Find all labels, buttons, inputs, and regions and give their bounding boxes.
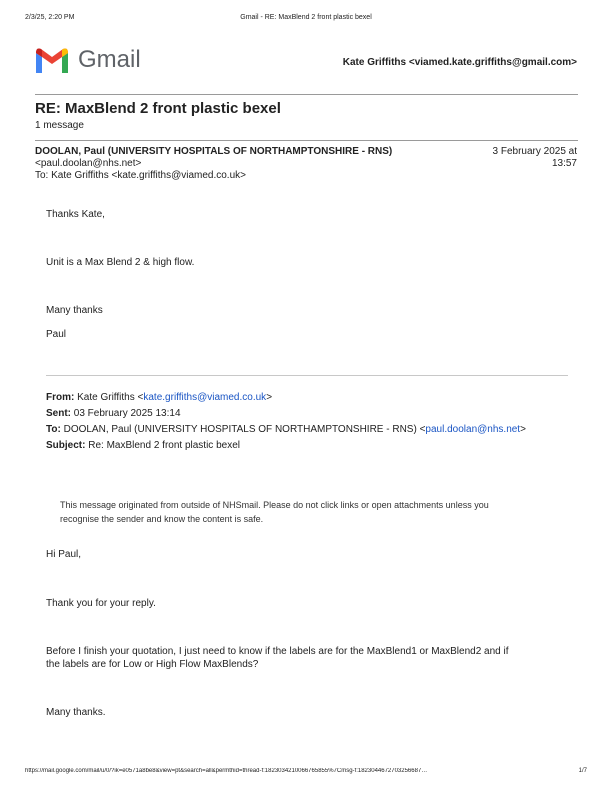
gmail-logo-icon xyxy=(34,46,70,74)
subject-divider xyxy=(35,140,578,141)
quoted-from-label: From: xyxy=(46,392,75,403)
quoted-sent-label: Sent: xyxy=(46,408,71,419)
quoted-question-line1: Before I finish your quotation, I just need to know if the labels are for the MaxBlend1 or MaxBlend2 and if xyxy=(46,646,509,657)
reply-body: Unit is a Max Blend 2 & high flow. xyxy=(46,257,195,268)
quoted-to-name: DOOLAN, Paul (UNIVERSITY HOSPITALS OF NORTHAMPTONSHIRE - RNS) < xyxy=(63,424,426,435)
account-email: Kate Griffiths <viamed.kate.griffiths@gmail.com> xyxy=(342,57,577,68)
quoted-subject xyxy=(46,440,240,451)
reply-signoff: Many thanks xyxy=(46,305,103,316)
quoted-closing: Many thanks. xyxy=(46,707,106,718)
print-title: Gmail - RE: MaxBlend 2 front plastic bexel xyxy=(240,14,372,21)
message-date: 3 February 2025 at xyxy=(492,146,577,157)
external-warning-line2: recognise the sender and know the content is safe. xyxy=(60,514,264,524)
quoted-from-email-link[interactable]: kate.griffiths@viamed.co.uk xyxy=(143,392,267,403)
sender-name: DOOLAN, Paul (UNIVERSITY HOSPITALS OF NORTHAMPTONSHIRE - RNS) xyxy=(35,146,393,157)
quoted-subject-label: Subject: xyxy=(46,440,86,451)
quoted-to-close: > xyxy=(520,424,526,435)
quoted-sent xyxy=(46,408,181,419)
quoted-thanks: Thank you for your reply. xyxy=(46,598,156,609)
sender-email: <paul.doolan@nhs.net> xyxy=(35,158,142,169)
quoted-to-email-link[interactable]: paul.doolan@nhs.net xyxy=(425,424,521,435)
gmail-logo-text: Gmail xyxy=(78,46,141,73)
quoted-to xyxy=(46,424,526,435)
quoted-to-label: To: xyxy=(46,424,61,435)
recipient-line: To: Kate Griffiths <kate.griffiths@viamed.co.uk> xyxy=(35,170,246,181)
quoted-from xyxy=(46,392,272,403)
print-datetime: 2/3/25, 2:20 PM xyxy=(25,14,75,21)
thread-subject: RE: MaxBlend 2 front plastic bexel xyxy=(35,100,281,117)
reply-greeting: Thanks Kate, xyxy=(46,209,105,220)
external-warning-line1: This message originated from outside of NHSmail. Please do not click links or open attachments unless you xyxy=(60,500,489,510)
quoted-subject-value: Re: MaxBlend 2 front plastic bexel xyxy=(88,440,240,451)
quoted-from-name: Kate Griffiths < xyxy=(77,392,144,403)
message-count: 1 message xyxy=(35,120,84,131)
quoted-sent-value: 03 February 2025 13:14 xyxy=(73,408,181,419)
reply-signature: Paul xyxy=(46,329,67,340)
header-divider xyxy=(35,94,578,95)
message-time: 13:57 xyxy=(551,158,577,169)
footer-url: https://mail.google.com/mail/u/0/?ik=e0571a8be8&view=pt&search=all&permthid=thread-f:1823034210066765855%7Cmsg-f:1823044672703256687… xyxy=(25,768,428,774)
footer-page-number: 1/7 xyxy=(578,768,587,774)
quoted-question-line2: the labels are for Low or High Flow MaxBlends? xyxy=(46,659,259,670)
quoted-from-close: > xyxy=(266,392,273,403)
quote-divider xyxy=(46,375,568,376)
quoted-greeting: Hi Paul, xyxy=(46,549,82,560)
